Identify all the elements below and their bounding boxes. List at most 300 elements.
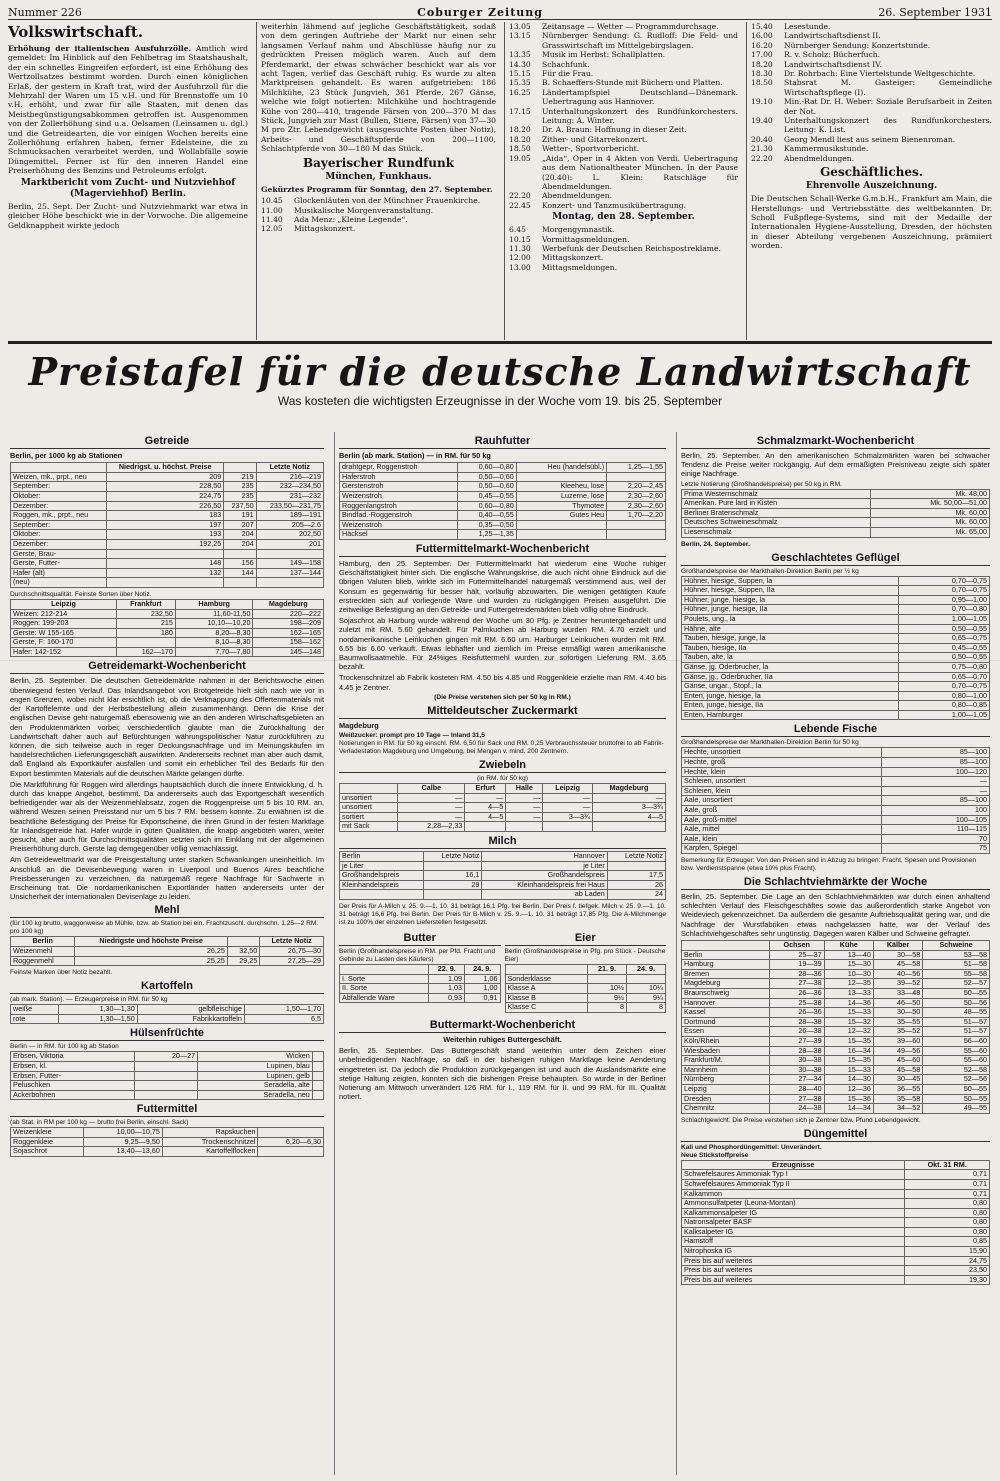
table-cell: 28—38 [769,1017,824,1027]
table-cell [340,890,424,900]
table-cell: Roggen, mk., prpt., neu [11,511,107,521]
column-header: Okt. 31 RM. [905,1160,990,1170]
table-cell: 0,40—0,55 [457,511,516,521]
program-title: Landwirtschaftsdienst II. [784,31,881,41]
table-cell: — [543,803,593,813]
table-cell: Enten, Hamburger [682,710,899,720]
table-cell: 0,80 [905,1199,990,1209]
issue-number: Nummer 226 [8,6,82,19]
program-title: Abendmeldungen. [784,153,855,163]
table-cell: 0,70—0,75 [898,586,989,596]
program-time: 19.40 [751,116,773,126]
table-cell: — [506,812,543,822]
article-body: Amtlich wird gemeldet: Im Hinblick auf den Fehlbetrag im Staatshaushalt, der ein schnelles Eingreifen erfordert, ist eine Erhöhung des Wertzollsatzes bestimmt worden. Durch einen königlichen Erlaß, der gestern in Kraft trat, wird der Ausfuhrzoll für die Mehrzahl der Waren um 15 v.H. und für Brennstoffe um 10 v.H. erhöht, und zwar für alle Staaten, mit denen das Meistbegünstigungsabkommen getroffen ist. Ausgenommen von der Zollerhöhung sind u.a. Oelsamen (Leinsamen u. dgl.) und die Getreidearten, die vor einigen Wochen bereits eine Zollerhöhung erfahren haben, ferner Edelsteine, die zu Schmucksachen verarbeitet werden, und Wollabfälle sowie Düngemittel. Ferner ist für den inneren Handel eine Preiserhöhung des Benzins und Petroleums erfolgt. [8,44,248,176]
program-title: Unterhaltungskonzert des Rundfunkorchesters. Leitung: K. List. [784,116,992,135]
table-cell: Weizenstroh [340,520,458,530]
program-time: 16.00 [751,31,773,41]
legume-price-table [10,1051,324,1100]
program-time: 22.20 [751,153,773,163]
table-row [340,482,666,492]
table-cell: Aale, groß [682,806,882,816]
table-row [682,701,990,711]
table-row [682,1075,990,1085]
section-heading: Zwiebeln [339,759,666,773]
table-cell: 10,00—10,75 [84,1128,163,1138]
section-lead: Berlin — in RM. für 100 kg ab Station [10,1043,119,1051]
program-time: 10.15 [509,234,531,244]
table-row [682,499,990,509]
table-cell [516,520,606,530]
table-cell: weiße [11,1005,59,1015]
table-cell [587,974,626,984]
column-header [227,937,259,947]
table-cell: Gerstenstroh [340,482,458,492]
table-cell: Berlin [682,950,770,960]
table-cell: 27,25—29 [260,956,324,966]
table-row [682,950,990,960]
table-cell: 15—33 [824,1008,873,1018]
program-title: Vormittagsmeldungen. [542,234,630,244]
table-cell: 14—34 [824,1104,873,1114]
section-heading: Milch [339,835,666,849]
table-row [11,559,324,569]
table-cell: 13,40—13,60 [84,1147,163,1157]
table-cell: Großhandelspreis [482,871,607,881]
table-row [11,1014,324,1024]
table-cell: Tauben, alte, la [682,653,899,663]
table-cell: 7,70—7,80 [175,647,253,657]
table-cell: 9¼ [626,993,665,1003]
sugar-price-line: Weißzucker: prompt pro 10 Tage — Inland 31,5 [339,732,485,739]
table-cell: Nürnberg [682,1075,770,1085]
table-cell: (neu) [11,578,107,588]
column-header: 24. 9. [464,964,500,974]
table-cell: 55—60 [923,1046,990,1056]
table-cell: 12—36 [824,1084,873,1094]
table-cell: Mk. 60,00 [871,508,990,518]
table-cell: 35—58 [873,1094,922,1104]
table-cell: Lupinen, gelb [198,1071,313,1081]
table-cell: 15—35 [824,1036,873,1046]
program-title: Ländertampfspiel Deutschland—Dänemark. Uebertragung aus Hannover. [542,87,738,107]
column-header: Leipzig [11,599,117,609]
table-cell: Großhandelspreis [340,871,424,881]
table-cell: 13—33 [824,989,873,999]
table-cell: 0,45—0,55 [898,643,989,653]
table-row [682,1275,990,1285]
table-cell: Gänse, jg., Oderbrucher, IIa [682,672,899,682]
section-lead: (in RM. für 50 kg) [477,775,528,782]
table-row [682,576,990,586]
table-cell: Harnstoff [682,1237,905,1247]
table-row [682,1199,990,1209]
table-cell: 145—148 [253,647,324,657]
table-cell: Gerste, Futter- [11,559,107,569]
table-row [682,624,990,634]
program-title: B. Schaeffers-Stunde mit Büchern und Platten. [542,78,723,88]
column-header: Leipzig [543,784,593,794]
section-heading: Geschlachtetes Geflügel [681,552,990,566]
table-cell: 13—40 [824,950,873,960]
table-note: Feinste Marken über Notiz bezahlt. [10,969,113,977]
table-row [340,993,501,1003]
table-cell [312,1081,323,1091]
table-cell: Klasse B [505,993,587,1003]
table-cell: 24,75 [905,1256,990,1266]
table-cell: 52—56 [923,1075,990,1085]
table-row [11,1081,324,1091]
table-cell: 15—35 [824,1056,873,1066]
table-cell: 216—219 [256,472,323,482]
table-cell: 53—58 [923,950,990,960]
table-cell [224,549,256,559]
column-header: 24. 9. [626,964,665,974]
radio-day: Montag, den 28. September. [552,212,695,223]
table-row [682,969,990,979]
table-cell: 33—48 [873,989,922,999]
table-row [682,1179,990,1189]
table-row [682,1027,990,1037]
radio-station-subtitle: München, Funkhaus. [325,171,432,182]
table-cell: Oktober: [11,491,107,501]
table-cell [424,890,482,900]
table-cell: 202,50 [256,530,323,540]
table-cell: 6,20—6,30 [258,1137,324,1147]
table-cell: Roggenkleie [11,1137,84,1147]
radio-program-list [509,22,738,210]
table-row [11,1090,324,1100]
section-heading: Eier [505,932,667,946]
table-cell: 26,25 [75,946,228,956]
table-cell: 8 [626,1003,665,1013]
table-cell: 10,10—10,20 [175,619,253,629]
table-cell: 0,70—0,75 [898,576,989,586]
table-cell: 149—158 [256,559,323,569]
table-cell: 14—36 [824,998,873,1008]
section-lead: Berlin (ab mark. Station) — in RM. für 50 kg [339,451,491,460]
program-time: 10.45 [261,196,283,206]
section-lead: Großhandelspreise der Markthallen-Direktion Berlin für 50 kg [681,739,859,747]
table-cell: 235 [224,482,256,492]
table-row [11,1147,324,1157]
section-lead: (ab mark. Station). — Erzeugerpreise in RM. für 50 kg [10,996,168,1004]
table-row [682,1256,990,1266]
table-row [682,489,990,499]
table-cell: 189—191 [256,511,323,521]
table-cell: Magdeburg [682,979,770,989]
table-cell: 30—45 [873,1075,922,1085]
table-cell: Aale, klein [682,834,882,844]
table-cell: Gänse, ungar., Stopf., la [682,682,899,692]
table-row [682,643,990,653]
table-header-row [682,1160,990,1170]
table-cell: Mannheim [682,1065,770,1075]
program-title: Konzert- und Tanzmusikübertragung. [542,200,687,210]
column-header: Hamburg [175,599,253,609]
column-radio-bavaria [256,22,500,340]
table-cell: Hafer (alt) [11,568,107,578]
table-cell: 0,35—0,50 [457,520,516,530]
table-cell: — [881,777,989,787]
column-economy [8,22,252,340]
table-cell: 27—38 [769,979,824,989]
column-header: Niedrigste und höchste Preise [75,937,228,947]
table-cell: 0,71 [905,1179,990,1189]
table-cell: 35—52 [873,1027,922,1037]
table-cell: Hafer: 142-152 [11,647,117,657]
table-cell: — [881,786,989,796]
table-note: (Die Preise verstehen sich per 50 kg in RM.) [434,693,571,701]
table-row [682,682,990,692]
table-cell [607,861,665,871]
table-cell: 35—55 [873,1017,922,1027]
table-row [682,605,990,615]
table-row [11,549,324,559]
table-cell: 226,50 [107,501,224,511]
section-lead: Magdeburg [339,720,379,730]
program-title: Für die Frau. [542,69,594,79]
table-cell: 228,50 [107,482,224,492]
section-lead: (für 100 kg brutto, waggonweise ab Mühle, bzw. ab Station bei ein. Frachtzuschl. durchschn. 1.25—2 RM. pro 100 kg) [10,920,319,936]
program-time: 17.15 [509,106,531,116]
price-table-banner [8,350,992,410]
table-row [340,803,666,813]
table-cell: 0,50—0,60 [457,482,516,492]
table-header-row [11,599,324,609]
table-cell: 1,00—1,05 [898,614,989,624]
table-row [340,520,666,530]
program-title: Lesestunde. [784,22,831,31]
table-row [340,974,501,984]
section-heading: Getreide [10,435,324,449]
table-cell: drahtgepr. Roggenstroh [340,463,458,473]
table-row [11,647,324,657]
program-title: Dr. A. Braun: Hoffnung in dieser Zeit. [542,125,687,135]
roughage-price-table [339,462,666,540]
table-cell: je Liter [340,861,424,871]
article-headline: Ehrenvolle Auszeichnung. [805,181,938,192]
table-cell: Amerikan. Pure lard in Kisten [682,499,871,509]
table-cell: Wiesbaden [682,1046,770,1056]
column-header: Kühe [824,941,873,951]
table-cell: 219 [224,472,256,482]
program-time: 11.30 [509,243,531,253]
table-cell: 110—115 [881,825,989,835]
table-row [340,472,666,482]
table-row [682,586,990,596]
table-cell: — [398,793,465,803]
table-cell: 85—100 [881,748,989,758]
table-cell: 1,06 [464,974,500,984]
table-cell: 48—55 [923,1008,990,1018]
masthead [8,6,992,20]
table-row [11,1052,324,1062]
section-heading: Buttermarkt-Wochenbericht [339,1019,666,1033]
table-cell: Preis bis auf weiteres [682,1275,905,1285]
table-row [682,979,990,989]
table-cell: 8 [587,1003,626,1013]
table-cell: 100 [881,806,989,816]
table-cell: Fabrikkartoffeln [137,1014,244,1024]
table-cell: Ammonsulfatpeter (Leuna-Montan) [682,1199,905,1209]
table-cell: Erbsen, kl. [11,1061,135,1071]
table-cell: Bindfad.-Roggenstroh [340,511,458,521]
table-cell: Luzerne, lose [516,491,606,501]
table-cell: Hannover [482,851,607,861]
table-cell: Schleien, unsortiert [682,777,882,787]
column-header: Erfurt [465,784,506,794]
program-title: Musik im Herbst: Schallplatten. [542,50,666,60]
table-cell: Braunschweig [682,989,770,999]
program-title: Abendmeldungen. [542,191,613,201]
table-cell: 0,50—0,55 [898,624,989,634]
table-cell: 45—60 [873,1056,922,1066]
table-row [682,1008,990,1018]
table-cell: Dezember: [11,539,107,549]
article-body: Die Marktführung für Roggen wird allerdings hauptsächlich durch die innere Entwicklung, d. h. durch das knappe Angebot, bestimmt. Da andererseits auch das Exportgeschäft wesentlich befriedigender war als der Weizenmehlabsatz, zogen die Roggenpreise um 5 bis 10 RM. an, während Weizen seinen Preisstand nur um 5 bis 7 RM. bessern konnte. Zu erwähnen ist die beachtliche Befestigung der Preise für Exportscheine, die ihren Grund in der festen Marktlage für Inlandsgetreide hat. Hafer wurde in guten Qualitäten, die knapp angeboten waren, weiter gesucht, aber auch für Durchschnittsqualitäten setzten sich im Einklang mit der allgemeinen Preiserhöhung durch. Gerste lag demgegenüber völlig vernachlässigt. [10,779,324,854]
table-row [682,1189,990,1199]
table-row [682,825,990,835]
program-time: 16.25 [509,87,531,97]
table-cell: Thymotee [516,501,606,511]
egg-price-table [505,964,667,1013]
table-cell: 55—60 [923,1056,990,1066]
program-time: 17.00 [751,50,773,60]
table-cell: 10½ [587,984,626,994]
table-cell: I. Sorte [340,974,429,984]
article-body: Trockenschnitzel ab Fabrik kosteten RM. 4.50 bis 4.85 und Roggenkleie erzielte man RM. 4.40 bis 4.45 je Zentner. [339,673,666,692]
article-body: Der Preis für A-Milch v. 25. 9.—1. 10. 31 beträgt 16,1 Pfg. frei Berlin. Der Preis f. tiefgek. Milch v. 25. 9.—1. 10. 31 beträgt 16,6 Pfg. frei Berlin. Der Preis für B-Milch v. 25. 9.—1. 10. 31 beträgt 17,85 Pfg. Die A-Milchmenge ist zu 100% der einzelnen Lieferstellen festgesetzt. [339,902,666,926]
table-cell: 215 [116,619,175,629]
table-row [11,946,324,956]
table-cell: 14—30 [824,1075,873,1085]
article-body: weiterhin lähmend auf jegliche Geschäftstätigkeit, sodaß von dem geringen Auftriebe der Markt nur einen sehr langsamen Verlauf nahm und Abschlüsse häufig nur zu gedrückten Preisen möglich waren. Auch auf dem Pferdemarkt, der etwas schwächer beschickt war als vor acht Tagen, verlief das Geschäft ruhig. Es wurde zu alten Marktpreisen gehandelt. Es waren aufgetrieben: 186 Milchkühe, 23 Stück Jungvieh, 361 Pferde, 267 Gänse, welche wie folgt notierten: Milchkühe und hochtragende Kühe von 280—410, tragende Färsen von 200—370 M das Stück, Jungvieh zur Mast (Bullen, Stiere, Färsen) von 37—30 M pro Ztr. Lebendgewicht (ausgesuchte Posten über Notiz), Arbeits- und Geschäftspferde von 200—1100, Schlachtpferde von 30—180 M das Stück. [261,22,496,154]
table-cell: Bremen [682,969,770,979]
table-cell: 26—36 [769,989,824,999]
table-cell: 50—55 [923,989,990,999]
table-row [11,530,324,540]
table-cell: 0,80 [905,1227,990,1237]
table-row [682,748,990,758]
table-row [340,511,666,521]
table-cell [258,1147,324,1157]
column-header: Berlin [11,937,75,947]
table-row [682,1170,990,1180]
table-cell: 233,50—231,75 [256,501,323,511]
program-title: Wetter-, Sportvorbericht. [542,144,640,154]
livestock-price-table [681,940,990,1114]
program-time: 12.05 [261,224,283,234]
table-cell: 224,75 [107,491,224,501]
table-cell: 52—57 [923,979,990,989]
table-cell: Chemnitz [682,1104,770,1114]
grain-price-table [10,462,324,588]
column-header [11,463,107,473]
table-row [682,634,990,644]
column-grain [10,432,328,1475]
table-row [682,508,990,518]
table-cell: ab Laden [482,890,607,900]
table-cell: mit Sack [340,822,398,832]
table-row [11,491,324,501]
table-row [11,568,324,578]
table-header-row [340,784,666,794]
table-row [682,518,990,528]
table-cell: 0,80—0,85 [898,701,989,711]
table-cell: Gerste: W 155-165 [11,628,117,638]
table-cell: 2,20—2,45 [607,482,666,492]
table-cell: Abfallende Ware [340,993,429,1003]
article-body: Am Getreideweltmarkt war die Preisgestaltung unter starken Schwankungen uneinheitlich. Im Anschluß an die Devisenbewegung waren in Liverpool und Buenos Aires beachtliche Preisbesserungen zu verzeichnen, da naturgemäß regere Nachfrage für Sachwerte in Erscheinung trat. Die nordamerikanischen Exportländer hatten andererseits unter der Unsicherheit der internationalen Devisenlage zu leiden. [10,855,324,902]
table-cell: 2,28—2,33 [398,822,465,832]
table-cell: Hechte, groß [682,758,882,768]
program-time: 18.20 [751,59,773,69]
program-title: Nürnberger Sendung: Konzertstunde. [784,40,931,50]
table-cell: Seradella, alte [198,1081,313,1091]
table-cell: 0,70—0,75 [898,682,989,692]
grain-cities-table [10,599,324,658]
newspaper-name: Coburger Zeitung [417,6,543,19]
table-row [505,974,666,984]
table-cell: 12—35 [824,979,873,989]
column-header: Kälber [873,941,922,951]
program-title: Mittagskonzert. [542,253,604,263]
table-cell: Hähne, alte [682,624,899,634]
table-row [682,998,990,1008]
table-cell: 204 [224,539,256,549]
section-heading: Rauhfutter [339,435,666,449]
program-title: Zither- und Gitarrekonzert. [542,134,648,144]
table-row [682,834,990,844]
program-title: Musikalische Morgenveranstaltung. [294,205,433,215]
table-row [340,861,666,871]
table-cell: 183 [107,511,224,521]
table-row [682,796,990,806]
table-cell: 180 [116,628,175,638]
table-cell: Peluschken [11,1081,135,1091]
table-cell [312,1090,323,1100]
table-row [682,710,990,720]
table-row [505,993,666,1003]
table-row [11,578,324,588]
table-cell [135,1071,198,1081]
article-body: Sojaschrot ab Harburg wurde während der Woche um 30 Pfg. je Zentner heruntergehandelt und zuletzt mit RM. 5.60 gehandelt. Für Palmkuchen ab Harburg wurden RM. 4.70 erzielt und nordamerikanische Leinkuchen gingen mit RM. 6.60 um. Harburger Leinkuchen wurden mit RM. 6.55 bis 6.60 verkauft. Etwas lebhafter und ziemlich im Preise ermäßigt waren amerikanische Baumwollsaatmehle. Für 24%iges Reisfuttermehl wurden zur sofortigen Lieferung RM. 3.65 bezahlt. [339,616,666,672]
table-row [682,1227,990,1237]
table-cell: 29,25 [227,956,259,966]
table-row [11,539,324,549]
table-cell: unsortiert [340,793,398,803]
section-heading: Futtermittelmarkt-Wochenbericht [339,543,666,557]
table-cell: Gänse, jg. Oderbrucher, la [682,662,899,672]
table-row [682,777,990,787]
table-row [11,1128,324,1138]
table-cell: 56—60 [923,1036,990,1046]
program-time: 22.20 [509,191,531,201]
table-cell: Preis bis auf weiteres [682,1266,905,1276]
table-cell: Nitrophoska IG [682,1247,905,1257]
table-cell: 0,80 [905,1208,990,1218]
table-cell: rote [11,1014,59,1024]
table-cell: 144 [224,568,256,578]
table-row [682,1266,990,1276]
table-cell: 17,5 [607,871,665,881]
program-time: 19.05 [509,153,531,163]
table-row [682,767,990,777]
table-cell: 197 [107,520,224,530]
table-cell [312,1071,323,1081]
table-cell: 1,09 [429,974,465,984]
table-cell: Berlin [340,851,424,861]
